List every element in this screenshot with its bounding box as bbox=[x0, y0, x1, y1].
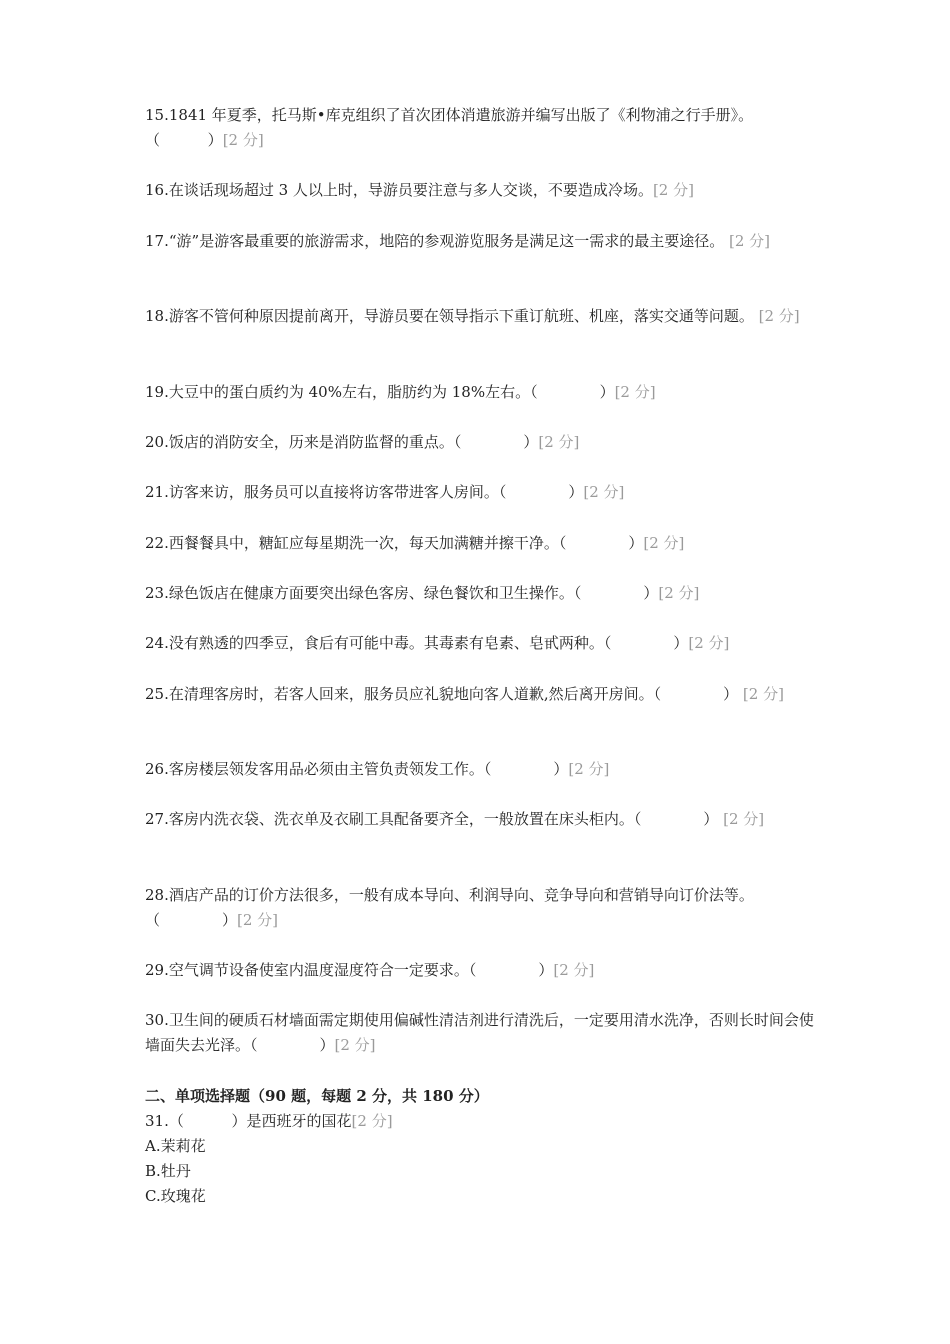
answer-blank: （ ） bbox=[653, 685, 739, 703]
score-label: [2 分] bbox=[614, 383, 656, 401]
question-text: 17.“游”是游客最重要的旅游需求，地陪的参观游览服务是满足这一需求的最主要途径。 bbox=[145, 232, 725, 250]
question-text: 27.客房内洗衣袋、洗衣单及衣刷工具配备要齐全，一般放置在床头柜内。 bbox=[145, 810, 634, 828]
question-text: 23.绿色饭店在健康方面要突出绿色客房、绿色餐饮和卫生操作。 bbox=[145, 584, 574, 602]
question-21 bbox=[145, 480, 825, 505]
option-a: A.茉莉花 bbox=[145, 1137, 206, 1155]
answer-blank: （ ） bbox=[468, 961, 554, 979]
question-29 bbox=[145, 958, 825, 983]
score-label: [2 分] bbox=[553, 961, 595, 979]
question-18 bbox=[145, 304, 825, 329]
score-label: [2 分] bbox=[688, 634, 730, 652]
answer-blank: （ ） bbox=[633, 810, 719, 828]
question-text: 25.在清理客房时，若客人回来，服务员应礼貌地向客人道歉,然后离开房间。 bbox=[145, 685, 654, 703]
question-30 bbox=[145, 1008, 825, 1058]
question-text: 28.酒店产品的订价方法很多，一般有成本导向、利润导向、竞争导向和营销导向订价法等。 bbox=[145, 886, 754, 904]
answer-blank: （ ） bbox=[558, 534, 644, 552]
question-22 bbox=[145, 531, 825, 556]
answer-blank: （ ） bbox=[145, 911, 237, 929]
question-19 bbox=[145, 380, 825, 405]
question-text: 26.客房楼层领发客用品必须由主管负责领发工作。 bbox=[145, 760, 484, 778]
question-text: 24.没有熟透的四季豆，食后有可能中毒。其毒素有皂素、皂甙两种。 bbox=[145, 634, 604, 652]
question-text: 31.（ ）是西班牙的国花 bbox=[145, 1112, 352, 1130]
question-16 bbox=[145, 178, 825, 203]
score-label: [2 分] bbox=[742, 685, 784, 703]
question-27 bbox=[145, 807, 825, 832]
question-text: 18.游客不管何种原因提前离开，导游员要在领导指示下重订航班、机座，落实交通等问题。 bbox=[145, 307, 754, 325]
score-label: [2 分] bbox=[728, 232, 771, 250]
question-28 bbox=[145, 883, 825, 933]
question-text: 22.西餐餐具中，糖缸应每星期洗一次，每天加满糖并擦干净。 bbox=[145, 534, 559, 552]
question-20 bbox=[145, 430, 825, 455]
score-label: [2 分] bbox=[643, 534, 685, 552]
answer-blank: （ ） bbox=[453, 433, 539, 451]
score-label: [2 分] bbox=[652, 181, 694, 199]
question-text: 20.饭店的消防安全，历来是消防监督的重点。 bbox=[145, 433, 454, 451]
answer-blank: （ ） bbox=[250, 1036, 335, 1054]
score-label: [2 分] bbox=[723, 810, 765, 828]
question-25 bbox=[145, 682, 825, 707]
score-label: [2 分] bbox=[222, 131, 264, 149]
option-c: C.玫瑰花 bbox=[145, 1187, 206, 1205]
score-label: [2 分] bbox=[658, 584, 700, 602]
score-label: [2 分] bbox=[568, 760, 610, 778]
option-b: B.牡丹 bbox=[145, 1162, 191, 1180]
answer-blank: （ ） bbox=[573, 584, 659, 602]
question-26 bbox=[145, 757, 825, 782]
question-23 bbox=[145, 581, 825, 606]
question-text: 19.大豆中的蛋白质约为 40%左右，脂肪约为 18%左右。 bbox=[145, 383, 531, 401]
question-text: 16.在谈话现场超过 3 人以上时，导游员要注意与多人交谈，不要造成冷场。 bbox=[145, 181, 653, 199]
score-label: [2 分] bbox=[758, 307, 800, 325]
answer-blank: （ ） bbox=[498, 483, 584, 501]
answer-blank: （ ） bbox=[145, 131, 223, 149]
question-31 bbox=[145, 1109, 825, 1134]
answer-blank: （ ） bbox=[603, 634, 689, 652]
score-label: [2 分] bbox=[583, 483, 625, 501]
question-text: 30.卫生间的硬质石材墙面需定期使用偏碱性清洁剂进行清洗后，一定要用清水洗净，否则长时间会使墙面失去光泽。 bbox=[145, 1011, 814, 1054]
question-text: 21.访客来访，服务员可以直接将访客带进客人房间。 bbox=[145, 483, 499, 501]
score-label: [2 分] bbox=[538, 433, 580, 451]
answer-blank: （ ） bbox=[483, 760, 569, 778]
question-15 bbox=[145, 103, 825, 153]
section-title: 二、单项选择题（90 题，每题 2 分，共 180 分） bbox=[145, 1087, 489, 1105]
score-label: [2 分] bbox=[334, 1036, 376, 1054]
answer-blank: （ ） bbox=[530, 383, 615, 401]
question-17 bbox=[145, 229, 825, 254]
question-text: 15.1841 年夏季，托马斯•库克组织了首次团体消遣旅游并编写出版了《利物浦之行手册》。 bbox=[145, 106, 754, 124]
question-24 bbox=[145, 631, 825, 656]
score-label: [2 分] bbox=[237, 911, 279, 929]
score-label: [2 分] bbox=[351, 1112, 393, 1130]
question-text: 29.空气调节设备使室内温度湿度符合一定要求。 bbox=[145, 961, 469, 979]
